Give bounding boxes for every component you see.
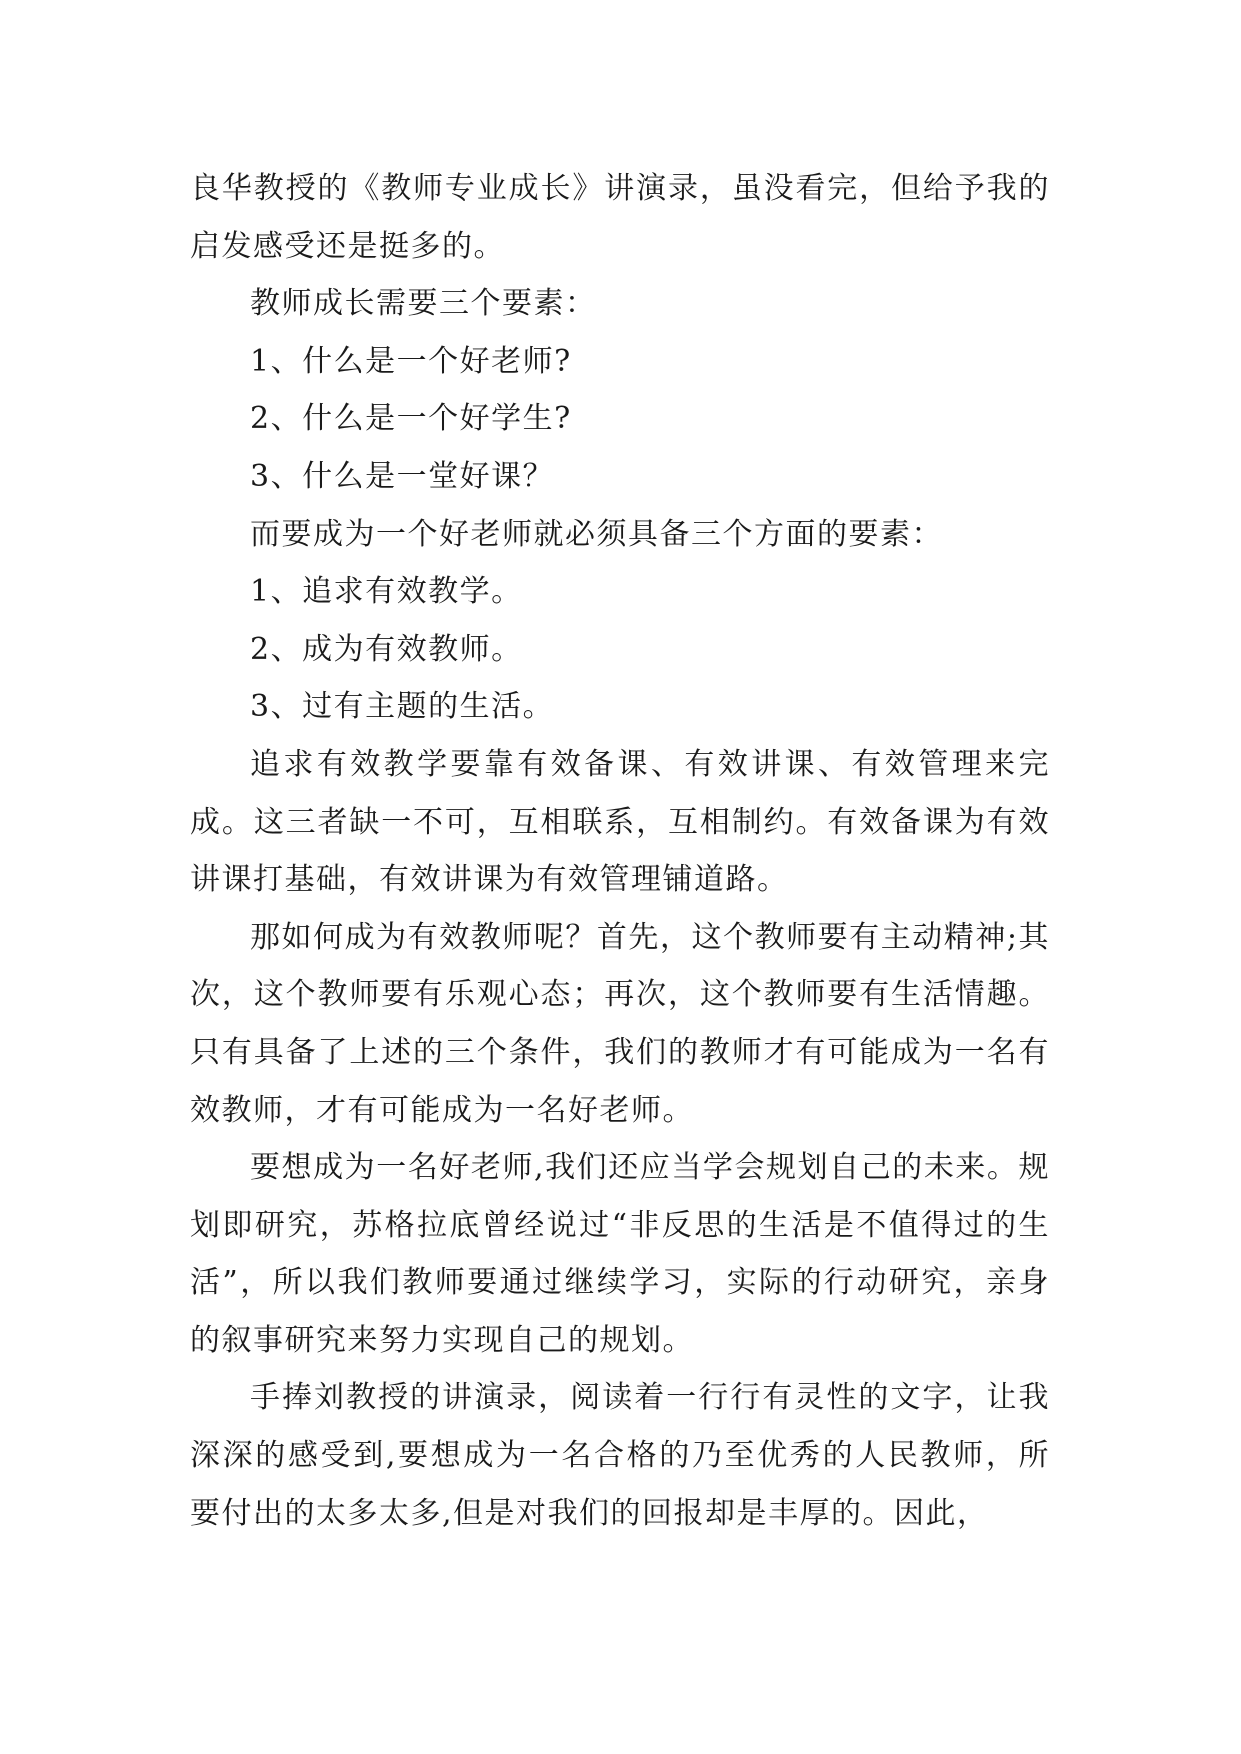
paragraph-good-teacher-heading: 而要成为一个好老师就必须具备三个方面的要素： xyxy=(250,516,943,552)
paragraph-effective-teacher: 那如何成为有效教师呢？首先，这个教师要有主动精神;其次，这个教师要有乐观心态；再次，这个教师要有生活情趣。只有具备了上述的三个条件，我们的教师才有可能成为一名有效教师，才有可能成为一名好老师。 xyxy=(190,919,1050,1128)
list-item-good-teacher-2: 2、成为有效教师。 xyxy=(250,631,523,667)
document-body xyxy=(190,160,1050,1542)
paragraph-intro: 良华教授的《教师专业成长》讲演录，虽没看完，但给予我的启发感受还是挺多的。 xyxy=(190,171,1050,264)
paragraph-planning: 要想成为一名好老师,我们还应当学会规划自己的未来。规划即研究，苏格拉底曾经说过“非反思的生活是不值得过的生活”，所以我们教师要通过继续学习，实际的行动研究，亲身的叙事研究来努力实现自己的规划。 xyxy=(190,1150,1050,1358)
list-item-good-teacher-3: 3、过有主题的生活。 xyxy=(250,689,555,725)
list-item-elements-1: 1、什么是一个好老师? xyxy=(250,343,572,379)
paragraph-effective-teaching: 追求有效教学要靠有效备课、有效讲课、有效管理来完成。这三者缺一不可，互相联系，互相制约。有效备课为有效讲课打基础，有效讲课为有效管理铺道路。 xyxy=(190,746,1050,898)
paragraph-elements-heading: 教师成长需要三个要素： xyxy=(250,286,597,322)
list-item-elements-2: 2、什么是一个好学生? xyxy=(250,401,572,437)
paragraph-reflection: 手捧刘教授的讲演录，阅读着一行行有灵性的文字，让我深深的感受到,要想成为一名合格的乃至优秀的人民教师，所要付出的太多太多,但是对我们的回报却是丰厚的。因此， xyxy=(190,1380,1050,1531)
list-item-good-teacher-1: 1、追求有效教学。 xyxy=(250,574,523,610)
list-item-elements-3: 3、什么是一堂好课？ xyxy=(250,458,555,494)
